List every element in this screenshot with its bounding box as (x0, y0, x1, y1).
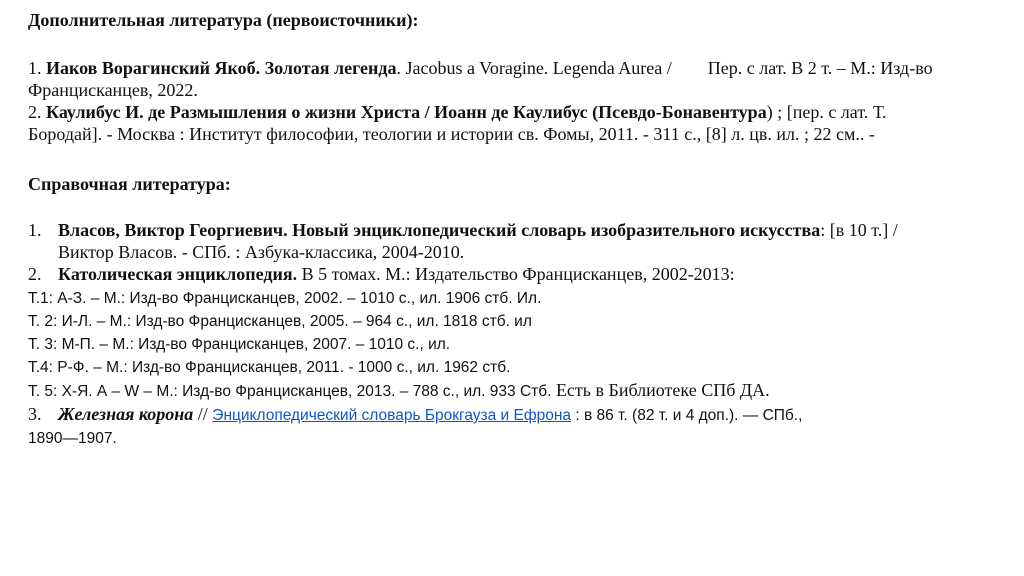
item-number: 1. (28, 58, 42, 78)
item-author-title: Власов, Виктор Георгиевич. Новый энциклопедический словарь изобразительного искусства (58, 220, 821, 240)
item-details: ; [пер. с лат. Т. (772, 102, 887, 122)
item-number: 1. (28, 220, 42, 240)
volume-line-1: Т.1: А-З. – М.: Изд-во Францисканцев, 2002. – 1010 с., ил. 1906 стб. Ил. (28, 290, 542, 307)
reference-item-1 (28, 220, 898, 241)
reference-item-1-continuation: Виктор Власов. - СПб. : Азбука-классика, 2004-2010. (58, 242, 465, 262)
reference-item-3-continuation: 1890—1907. (28, 430, 117, 447)
item-details-translation: Пер. с лат. В 2 т. – М.: Изд-во (707, 58, 933, 78)
additional-item-2-continuation: Бородай]. - Москва : Институт философии, теологии и истории св. Фомы, 2011. - 311 с., [8] л. цв. ил. ; 22 см.. - (28, 124, 875, 144)
item-details: . Jacobus a Voragine. Legenda Aurea / (396, 58, 672, 78)
brockhaus-efron-link[interactable]: Энциклопедический словарь Брокгауза и Ефрона (212, 407, 572, 424)
additional-item-2 (28, 102, 887, 123)
item-title: Железная корона (58, 404, 194, 424)
reference-literature-heading: Справочная литература: (28, 174, 231, 194)
volume-line-4: Т.4: Р-Ф. – М.: Изд-во Францисканцев, 2011. - 1000 с., ил. 1962 стб. (28, 359, 511, 376)
item-title: Католическая энциклопедия. (58, 264, 298, 284)
item-details: : [в 10 т.] / (820, 220, 898, 240)
volume-line-2: Т. 2: И-Л. – М.: Изд-во Францисканцев, 2005. – 964 с., ил. 1818 стб. ил (28, 313, 532, 330)
volume-line-5 (28, 380, 770, 402)
item-author-title: Каулибус И. де Размышления о жизни Христа / Иоанн де Каулибус (Псевдо-Бонавентура (46, 102, 767, 122)
item-number: 3. (28, 404, 42, 424)
item-author-title: Иаков Ворагинский Якоб. Золотая легенда (46, 58, 397, 78)
volume-5-details: Т. 5: Х-Я. А – W – М.: Изд-во Францисканцев, 2013. – 788 с., ил. 933 Стб. (28, 383, 552, 400)
reference-item-3 (28, 404, 802, 426)
volume-line-3: Т. 3: М-П. – М.: Изд-во Францисканцев, 2007. – 1010 с., ил. (28, 336, 451, 353)
additional-literature-heading: Дополнительная литература (первоисточники): (28, 10, 419, 30)
item-number: 2. (28, 264, 42, 284)
item-details: : в 86 т. (82 т. и 4 доп.). — СПб., (571, 407, 803, 424)
item-details: В 5 томах. М.: Издательство Францисканцев, 2002-2013: (297, 264, 735, 284)
reference-item-2 (28, 264, 735, 285)
additional-item-1 (28, 58, 933, 79)
item-separator: // (193, 404, 213, 424)
item-close-paren: ) (766, 102, 773, 122)
additional-item-1-continuation: Францисканцев, 2022. (28, 80, 198, 100)
item-number: 2. (28, 102, 42, 122)
volume-5-library-note: Есть в Библиотеке СПб ДА. (551, 380, 770, 400)
